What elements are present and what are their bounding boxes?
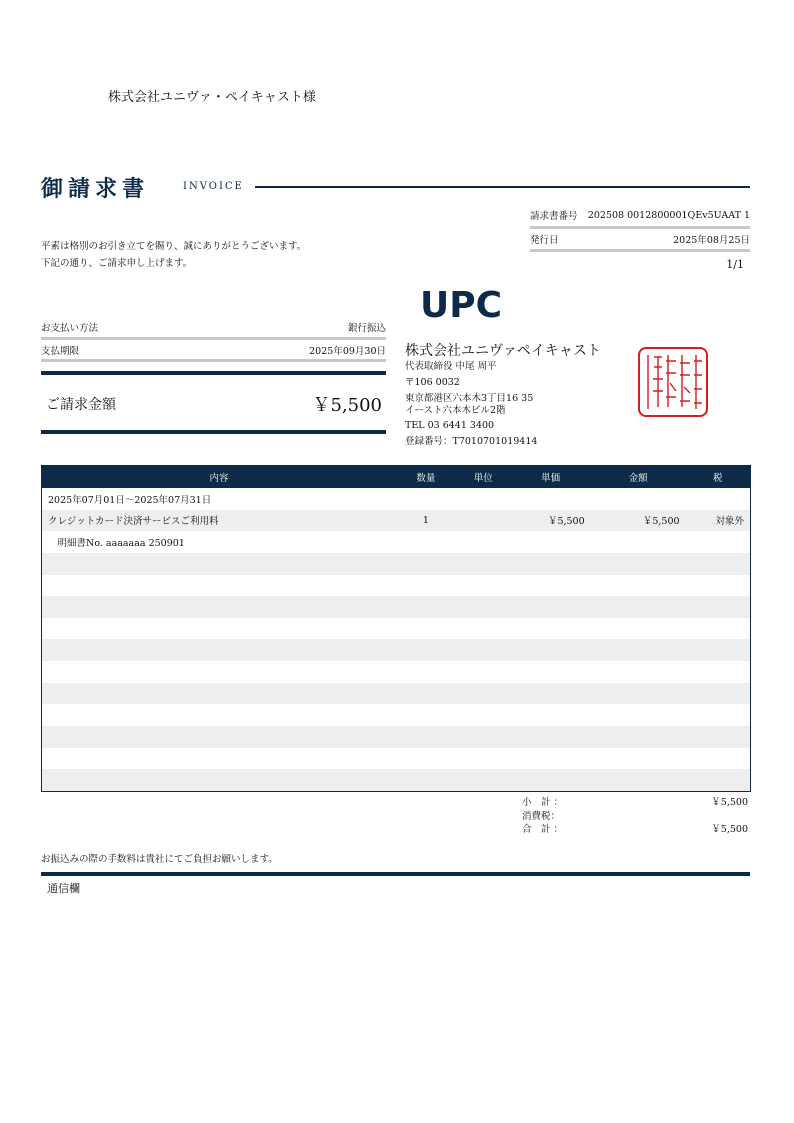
payment-method-label: お支払い方法: [41, 323, 99, 334]
table-row: [42, 596, 751, 618]
cell-tax: [686, 639, 751, 661]
table-header-row: [42, 466, 751, 489]
table-row: [42, 661, 751, 683]
cell-unit: [456, 683, 511, 705]
cell-tax: [686, 683, 751, 705]
cell-unit: [456, 596, 511, 618]
cell-description: [42, 683, 396, 705]
cell-tax: [686, 596, 751, 618]
cell-unit-price: [511, 683, 591, 705]
cell-quantity: [396, 704, 456, 726]
issuer-name: 株式会社ユニヴァペイキャスト: [405, 343, 601, 359]
issue-date: 2025年08月25日: [673, 235, 750, 246]
cell-description: 2025年07月01日～2025年07月31日: [48, 494, 212, 506]
tax-label: 消費税：: [522, 811, 561, 822]
greeting-line-1: 平素は格別のお引き立てを賜り、誠にありがとうございます。: [41, 241, 307, 252]
cell-amount: [591, 531, 686, 553]
greeting-line-2: 下記の通り、ご請求申し上げます。: [41, 258, 193, 269]
line-items-table: [41, 465, 751, 792]
memo-rule: [41, 872, 750, 876]
issuer-zip: 〒106 0032: [405, 377, 460, 388]
total-top-rule: [41, 371, 386, 375]
invoice-number: 202508 0012800001QEv5UAAT 1: [587, 209, 750, 221]
cell-amount: [591, 748, 686, 770]
cell-unit-price: [511, 488, 591, 510]
cell-quantity: [396, 683, 456, 705]
cell-description: [42, 596, 396, 618]
cell-tax: [686, 618, 751, 640]
cell-quantity: [396, 531, 456, 553]
header-tax: 税: [686, 466, 751, 489]
header-amount: 金額: [591, 466, 686, 489]
cell-description: [42, 726, 396, 748]
cell-description: [42, 553, 396, 575]
due-date: 2025年09月30日: [309, 346, 386, 357]
invoice-number-label: 請求書番号: [530, 211, 578, 222]
cell-quantity: [396, 726, 456, 748]
payment-method-row: [41, 318, 386, 336]
cell-tax: [686, 575, 751, 597]
cell-unit-price: [511, 531, 591, 553]
cell-tax: [686, 488, 751, 510]
cell-quantity: [396, 553, 456, 575]
cell-amount: [591, 553, 686, 575]
cell-description: [42, 769, 396, 791]
issuer-registration: 登録番号：T7010701019414: [405, 436, 538, 447]
cell-quantity: 1: [396, 510, 456, 532]
cell-quantity: [396, 639, 456, 661]
cell-description: [42, 575, 396, 597]
issuer-address-1: 東京都港区六本木3丁目16 35: [405, 393, 534, 404]
cell-description: [42, 661, 396, 683]
cell-unit-price: [511, 575, 591, 597]
cell-unit-price: [511, 553, 591, 575]
cell-unit: [456, 488, 511, 510]
table-row: [42, 639, 751, 661]
cell-unit-price: [511, 769, 591, 791]
cell-amount: [591, 596, 686, 618]
billing-total-label: ご請求金額: [46, 397, 116, 413]
header-unit-price: 単価: [511, 466, 591, 489]
table-row: [42, 748, 751, 770]
cell-amount: [591, 618, 686, 640]
meta-divider: [530, 249, 750, 252]
billing-total-amount: ￥5,500: [312, 395, 382, 416]
cell-amount: [591, 661, 686, 683]
header-quantity: 数量: [396, 466, 456, 489]
grand-total-row: [522, 821, 748, 835]
due-date-label: 支払期限: [41, 346, 80, 357]
cell-unit-price: [511, 726, 591, 748]
cell-unit: [456, 748, 511, 770]
grand-total-value: ￥5,500: [711, 824, 748, 835]
company-seal-stamp: [638, 347, 708, 417]
cell-quantity: [396, 769, 456, 791]
cell-description: [42, 748, 396, 770]
issuer-representative: 代表取締役 中尾 周平: [405, 361, 497, 372]
due-date-row: [41, 341, 386, 359]
header-unit: 単位: [456, 466, 511, 489]
cell-unit: [456, 639, 511, 661]
cell-unit-price: [511, 748, 591, 770]
table-row: [42, 618, 751, 640]
cell-quantity: [396, 596, 456, 618]
total-bottom-rule: [41, 430, 386, 434]
cell-unit-price: [511, 704, 591, 726]
cell-unit: [456, 510, 511, 532]
cell-description: [42, 618, 396, 640]
table-row: [42, 769, 751, 791]
payment-divider: [41, 359, 386, 362]
company-logo: [420, 286, 502, 324]
memo-label: 通信欄: [47, 882, 80, 895]
tax-row: [522, 808, 748, 822]
title-divider: [255, 186, 750, 188]
table-row: [42, 510, 751, 532]
cell-unit: [456, 769, 511, 791]
cell-quantity: [396, 748, 456, 770]
issuer-tel: TEL 03 6441 3400: [405, 420, 495, 431]
header-description: 内容: [42, 466, 396, 489]
cell-description: [42, 704, 396, 726]
cell-unit-price: [511, 661, 591, 683]
subtotal-row: [522, 794, 748, 808]
cell-quantity: [396, 575, 456, 597]
cell-unit: [456, 618, 511, 640]
recipient-name: 株式会社ユニヴァ・ペイキャスト様: [108, 90, 316, 105]
cell-unit-price: [511, 639, 591, 661]
cell-tax: [686, 769, 751, 791]
issue-date-row: [530, 229, 750, 249]
issue-date-label: 発行日: [530, 235, 559, 246]
cell-quantity: [396, 661, 456, 683]
cell-quantity: [396, 618, 456, 640]
fee-note: お振込みの際の手数料は貴社にてご負担お願いします。: [41, 854, 278, 865]
cell-amount: [591, 704, 686, 726]
cell-unit: [456, 531, 511, 553]
invoice-subtitle: INVOICE: [183, 181, 244, 192]
table-row: [42, 683, 751, 705]
cell-tax: [686, 704, 751, 726]
payment-divider: [41, 337, 386, 340]
table-row: [42, 726, 751, 748]
table-row: [42, 704, 751, 726]
table-row: [42, 553, 751, 575]
logo-text: UPC: [420, 286, 502, 320]
cell-amount: [591, 769, 686, 791]
table-row: [42, 575, 751, 597]
issuer-address-2: イースト六本木ビル2階: [405, 405, 506, 416]
table-row: [42, 488, 751, 510]
page-number: 1/1: [726, 258, 744, 271]
cell-unit: [456, 553, 511, 575]
cell-unit-price: ￥5,500: [511, 510, 591, 532]
cell-description: クレジットカード決済サービスご利用料: [42, 510, 396, 532]
invoice-number-row: [530, 205, 750, 225]
cell-unit: [456, 726, 511, 748]
cell-amount: [591, 639, 686, 661]
cell-tax: [686, 726, 751, 748]
payment-method: 銀行振込: [347, 323, 386, 334]
subtotal-value: ￥5,500: [711, 797, 748, 808]
billing-total-box: [41, 376, 386, 432]
cell-tax: [686, 531, 751, 553]
cell-amount: [591, 575, 686, 597]
cell-unit-price: [511, 596, 591, 618]
invoice-title: 御請求書: [41, 176, 150, 202]
cell-unit: [456, 704, 511, 726]
cell-amount: [591, 488, 686, 510]
cell-quantity: [396, 488, 456, 510]
cell-tax: [686, 553, 751, 575]
cell-description: 明細書No. aaaaaaa 250901: [48, 538, 185, 550]
cell-description: [42, 639, 396, 661]
cell-unit: [456, 575, 511, 597]
cell-unit-price: [511, 618, 591, 640]
table-row: [42, 531, 751, 553]
cell-amount: [591, 683, 686, 705]
cell-tax: [686, 748, 751, 770]
cell-unit: [456, 661, 511, 683]
cell-amount: ￥5,500: [591, 510, 686, 532]
cell-tax: [686, 661, 751, 683]
grand-total-label: 合 計 ：: [522, 824, 564, 835]
cell-amount: [591, 726, 686, 748]
subtotal-label: 小 計 ：: [522, 797, 564, 808]
cell-tax: 対象外: [686, 510, 751, 532]
